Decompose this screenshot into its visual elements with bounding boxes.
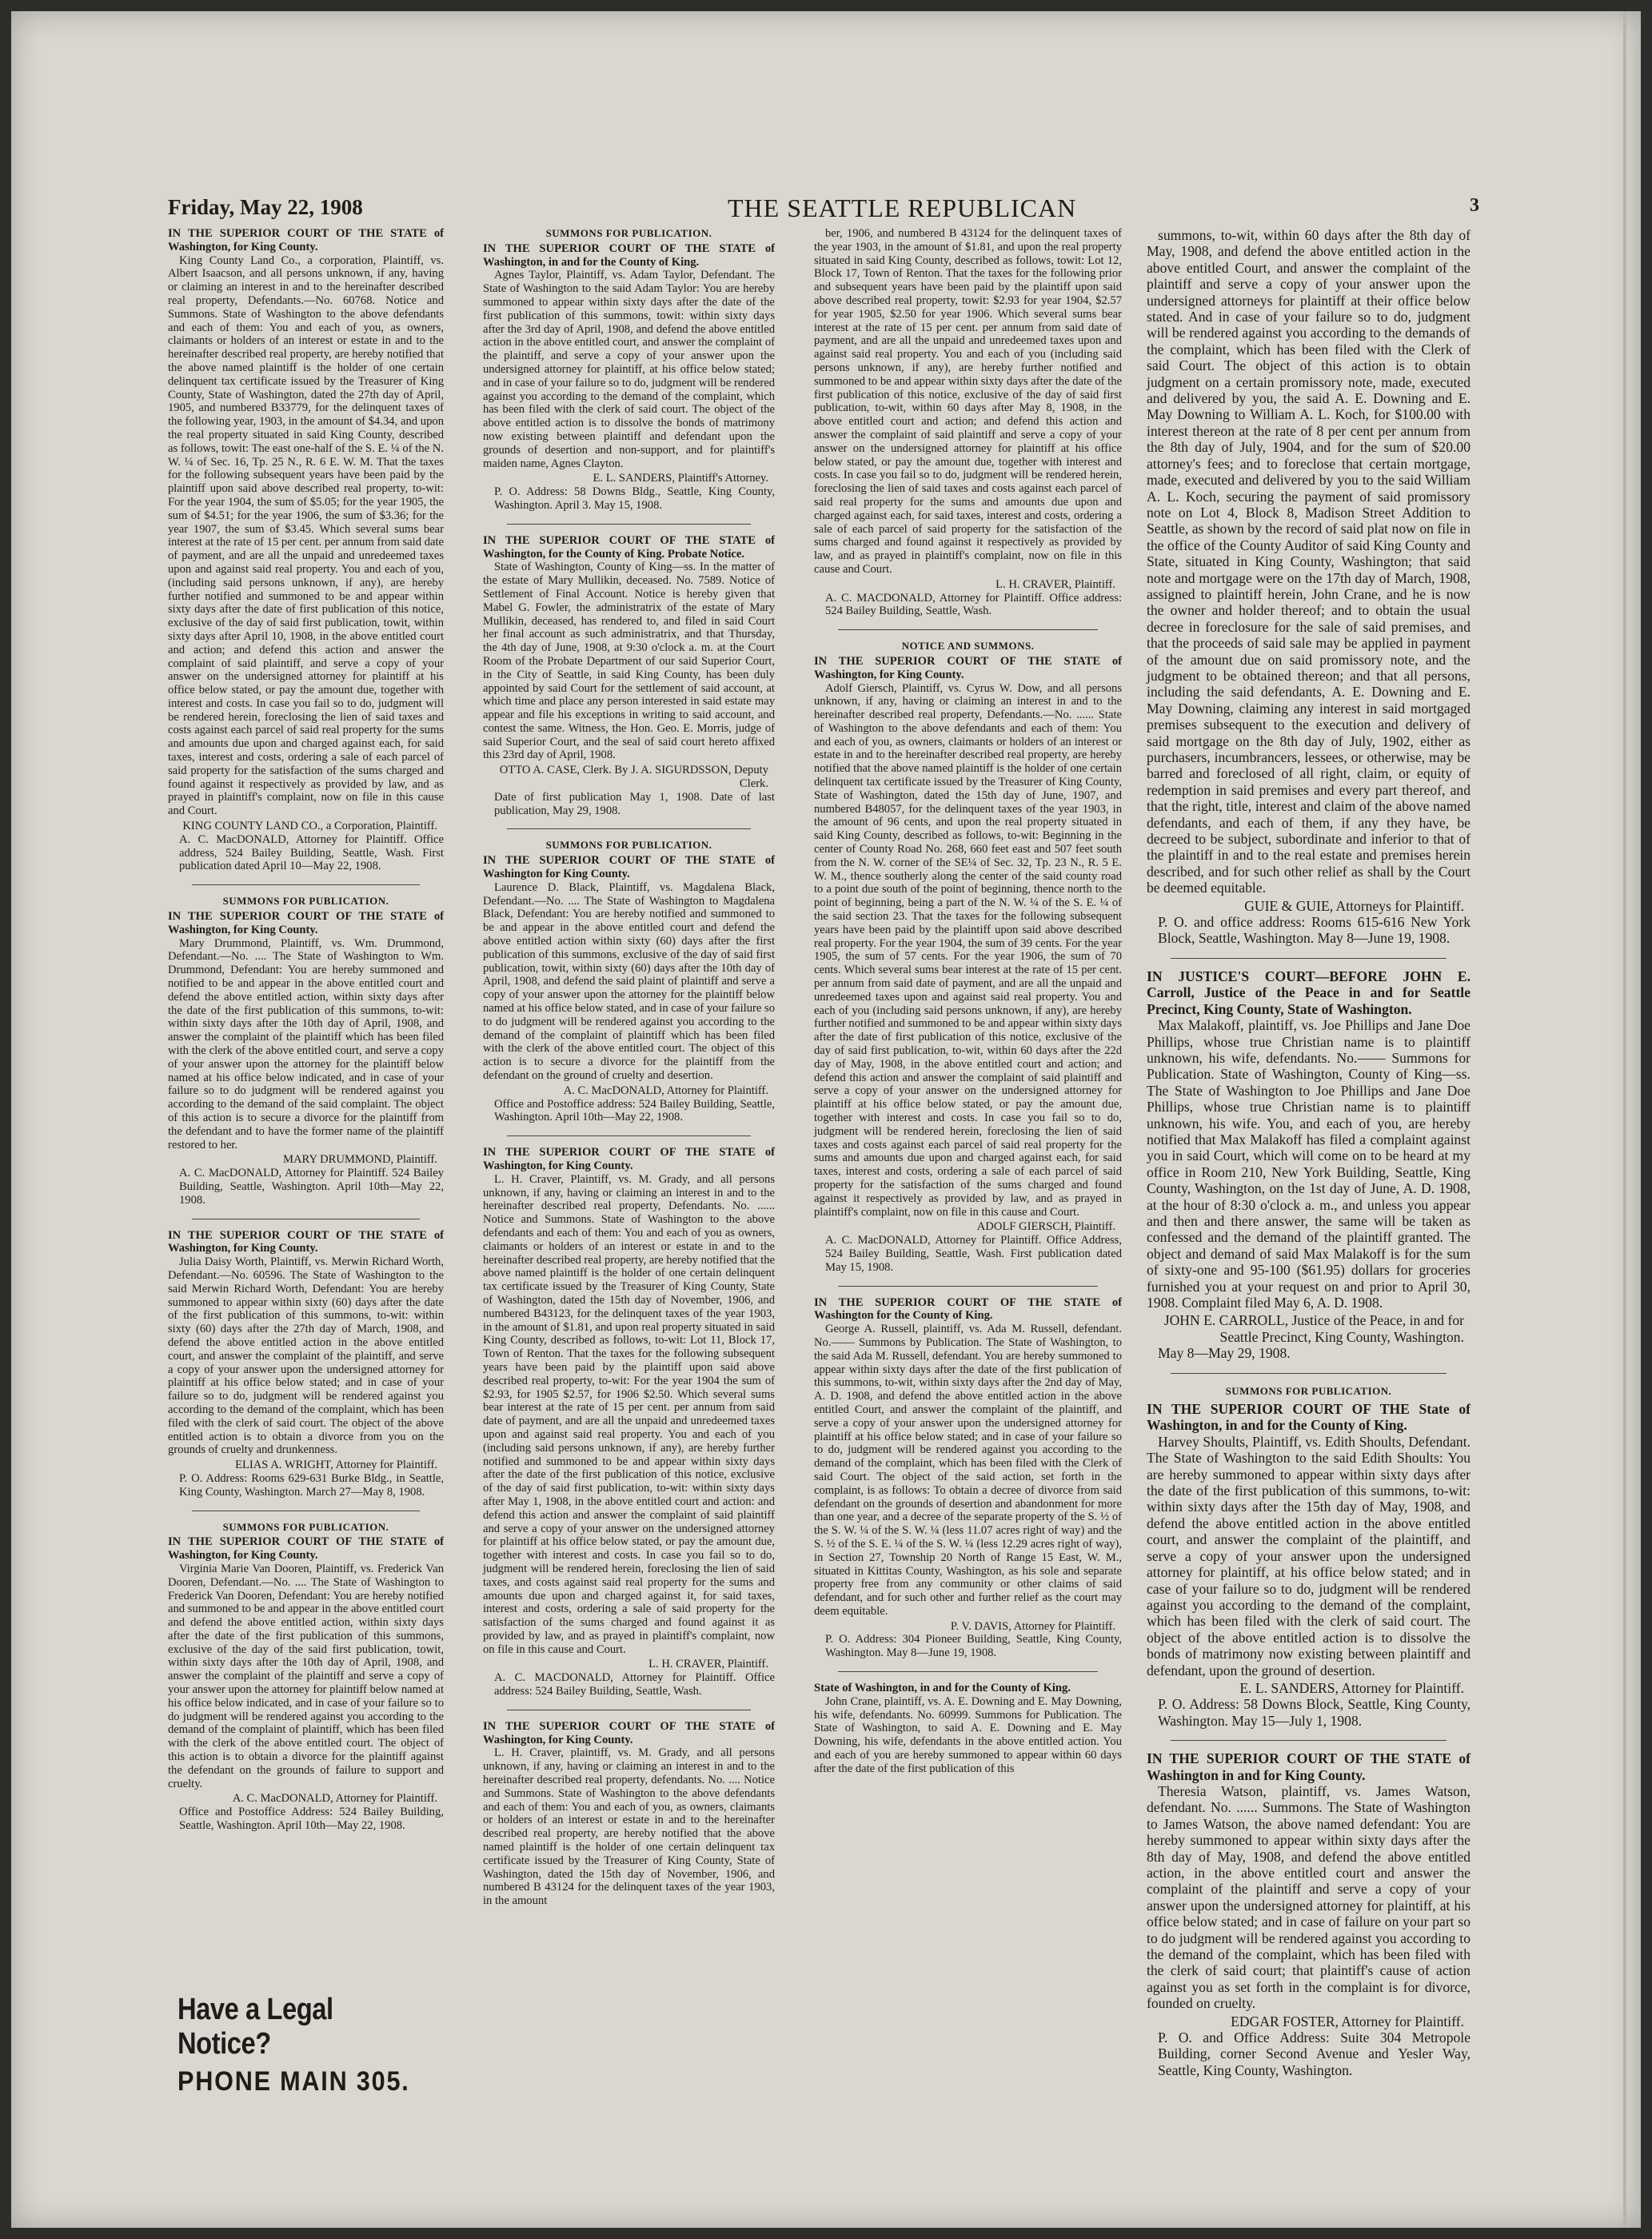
court-caption: IN THE SUPERIOR COURT OF THE STATE of Washington for the County of King. <box>814 1295 1122 1323</box>
attorney-info: A. C. MacDONALD, Attorney for Plaintiff. 524 Bailey Building, Seattle, Washington. April 10th—May 22, 1908. <box>179 1167 444 1207</box>
attorney-info: Date of first publication May 1, 1908. Date of last publication, May 29, 1908. <box>494 790 775 817</box>
attorney-info: P. O. Address: 58 Downs Block, Seattle, King County, Washington. May 15—July 1, 1908. <box>1158 1696 1470 1729</box>
notice-signature: E. L. SANDERS, Attorney for Plaintiff. <box>1239 1679 1464 1696</box>
court-caption: IN THE SUPERIOR COURT OF THE State of Washington, in and for the County of King. <box>1147 1401 1470 1434</box>
legal-notice <box>168 227 444 873</box>
court-caption: IN THE SUPERIOR COURT OF THE STATE of Washington, for King County. <box>168 1535 444 1563</box>
notice-body: Laurence D. Black, Plaintiff, vs. Magdalena Black, Defendant.—No. .... The State of Washington to Magdalena Black, Defendant: You are hereby notified and summoned to be and appear in the above entitled court and defend the above entitled action within sixty (60) days after the first publication of this summons, exclusive of the day of said first publication, towit, within sixty (60) days after the 10th day of April, 1908, and defend the said plaint of plaintiff and serve a copy of your answer upon the attorney for the plaintiff below named at his office below stated, and in case of your failure so to do judgment will be rendered against you according to the demand of the complaint of plaintiff which has been filed with the clerk of the above entitled court. The object of this action is to secure a divorce for the plaintiff from the defendant on the ground of cruelty and desertion. <box>483 880 775 1083</box>
court-caption: IN THE SUPERIOR COURT OF THE STATE of Washington, for the County of King. Probate Notice. <box>483 533 775 561</box>
column-2 <box>483 227 775 1913</box>
court-caption: IN THE SUPERIOR COURT OF THE STATE of Washington in and for King County. <box>1147 1750 1470 1783</box>
legal-notice <box>1147 968 1470 1362</box>
notice-signature: KING COUNTY LAND CO., a Corporation, Plaintiff. <box>182 820 437 833</box>
notice-heading: SUMMONS FOR PUBLICATION. <box>222 1520 389 1533</box>
notice-body: Julia Daisy Worth, Plaintiff, vs. Merwin Richard Worth, Defendant.—No. 60596. The State of Washington to the said Merwin Richard Worth, Defendant: You are hereby summoned to appear within sixty (60) days after the date of the first publication of this summons, to-wit: within sixty (60) days after the 27th day of March, 1908, and defend the above entitled action in the above entitled court, and answer the complaint of the plaintiff, and serve a copy of your answer upon the undersigned attorney for plaintiff at his office below stated; and in case of your failure so to do, judgment will be rendered against you according to the demand of the complaint, which has been filed with the clerk of said court. The object of the above entitled action is to obtain a divorce from you on the grounds of cruelty and drunkenness. <box>168 1255 444 1457</box>
notice-body: George A. Russell, plaintiff, vs. Ada M. Russell, defendant. No.—— Summons by Publication. The State of Washington, to the said Ada M. Russell, defendant. You are hereby summoned to appear within sixty days after the date of the first publication of this summons, to-wit, within sixty days after the 2nd day of May, A. D. 1908, and defend the above entitled action in the above entitled Court, and answer the complaint of the plaintiff, and serve a copy of your answer upon the undersigned attorney for plaintiff at his office below stated; and in case of your failure so to do, judgment will be rendered against you according to the demand of the complaint, which has been filed with the Clerk of said Court. The object of the said action, set forth in the complaint, is as follows: To obtain a decree of divorce from said defendant on the grounds of desertion and abandonment for more than one year, and a decree of the separate property of the S. ½ of the S. W. ¼ of the S. W. ¼ (less 11.07 acres right of way) and the S. ½ of the S. E. ¼ of the S. W. ¼ (less 12.29 acres right of way), in Section 27, Township 20 North of Range 15 East, W. M., situated in Kittitas County, Washington, as his sole and separate property free from any community or other claims of said defendant, and for such other and further relief as the court may deem equitable. <box>814 1323 1122 1618</box>
court-caption: IN THE SUPERIOR COURT OF THE STATE of Washington, in and for the County of King. <box>483 241 775 269</box>
notice-signature: E. L. SANDERS, Plaintiff's Attorney. <box>593 472 768 485</box>
notice-divider <box>507 828 751 829</box>
masthead <box>168 194 1479 225</box>
ad-phone: PHONE MAIN 305. <box>178 2066 410 2097</box>
column-1 <box>168 227 444 1838</box>
notice-signature: GUIE & GUIE, Attorneys for Plaintiff. <box>1244 897 1464 914</box>
page-edge <box>1623 11 1626 2228</box>
notice-body: ber, 1906, and numbered B 43124 for the delinquent taxes of the year 1903, in the amount of $1.81, and upon the real property situated in said King County, described as follows, towit: Lot 12, Block 17, Town of Renton. That the taxes for the following prior and subsequent years have been paid by the plaintiff upon said above described real property, towit: $2.93 for year 1904, $2.57 for year 1905, $2.50 for year 1906. Which several sums bear interest at the rate of 15 per cent. per annum from said date of payment, and are all the unpaid and unredeemed taxes upon and against said real property. You and each of you (including said persons unknown, if any), are hereby further notified and summoned to be and appear within sixty days after the date of the first publication of this notice, exclusive of the day of said first publication, to-wit, within 60 days after May 8, 1908, in the above entitled court and action; and defend this action and answer the complaint of said plaintiff and serve a copy of your answer on the undersigned attorney for plaintiff at his office below stated, or pay the amount due, together with interest and costs. In case you fail so to do, judgment will be rendered herein, foreclosing the lien of said taxes and costs against each parcel of said real property for the sums and amounts due upon and charged against each, for said taxes, interest and costs, ordering a sale of each parcel of said property for the satisfaction of the sums charged and found against it respectively as provided by law, and as prayed in plaintiff's complaint, now on file in this cause and Court. <box>814 227 1122 576</box>
notice-body: Virginia Marie Van Dooren, Plaintiff, vs. Frederick Van Dooren, Defendant.—No. .... The State of Washington to Frederick Van Dooren, Defendant: You are hereby notified and summoned to be and appear in the above entitled court and defend the above entitled action, within sixty days after the date of the first publication of this summons, exclusive of the day of the said first publication, towit, within sixty days after the 10th day of April, 1908, and answer the complaint of the plaintiff and serve a copy of your answer upon the attorney for plaintiff below named at his office below indicated, and in case of your failure so to do judgment will be rendered against you according to the demand of the complaint of plaintiff, which has been filed with the clerk of the above entitled court. The object of this action is to obtain a divorce for the plaintiff against the defendant on the grounds of failure to support and cruelty. <box>168 1562 444 1790</box>
notice-divider <box>838 1671 1098 1672</box>
notice-divider <box>192 884 420 885</box>
notice-signature: L. H. CRAVER, Plaintiff. <box>996 577 1115 591</box>
notice-body: Theresia Watson, plaintiff, vs. James Watson, defendant. No. ...... Summons. The State of Washington to James Watson, the above named defendant: You are hereby summoned to appear within sixty days after the 8th day of May, 1908, and defend the above entitled action, in the above entitled court and answer the complaint of the plaintiff and serve a copy of your answer upon the undersigned attorney for plaintiff, at his office below stated; and in case of failure on your part so to do judgment will be rendered against you according to the demand of the complaint, which has been filed with the clerk of said court; that plaintiff's cause of action against you as set forth in the complaint is for divorce, founded on cruelty. <box>1147 1782 1470 2012</box>
notice-body: John Crane, plaintiff, vs. A. E. Downing and E. May Downing, his wife, defendants. No. 60999. Summons for Publication. The State of Washington, to said A. E. Downing and E. May Downing, his wife, defendants in the above entitled action. You and each of you are hereby summoned to appear within 60 days after the date of the first publication of this <box>814 1694 1122 1775</box>
attorney-info: Office and Postoffice address: 524 Bailey Building, Seattle, Washington. April 10th—May 22, 1908. <box>494 1097 775 1124</box>
notice-body: L. H. Craver, plaintiff, vs. M. Grady, and all persons unknown, if any, having or claiming an interest in and to the hereinafter described real property, defendants. No. .... Notice and Summons. State of Washington to the above defendants and each of them: You and each of you, as owners, claimants or holders of an interest or estate in and to the hereinafter described real property, are hereby notified that the above named plaintiff is the holder of one certain delinquent tax certificate issued by the Treasurer of King County, State of Washington, dated the 15th day of November, 1906, and numbered B 43124 for the delinquent taxes of the year 1903, in the amount <box>483 1746 775 1908</box>
attorney-info: P. O. Address: Rooms 629-631 Burke Bldg., in Seattle, King County, Washington. March 27—May 8, 1908. <box>179 1471 444 1499</box>
attorney-info: May 8—May 29, 1908. <box>1158 1345 1291 1362</box>
notice-body: Agnes Taylor, Plaintiff, vs. Adam Taylor, Defendant. The State of Washington to the said Adam Taylor: You are hereby summoned to appear within sixty days after the date of the first publication of this summons, towit: within sixty days after the 3rd day of April, 1908, and defend the above entitled action in the above entitled court, and answer the complaint of the plaintiff, and serve a copy of your answer upon the undersigned attorney for plaintiff, at his office below stated; and in case of your failure so to do, judgment will be rendered against you according to the demand of the complaint, which has been filed with the clerk of said court. The object of the above entitled action is to dissolve the bonds of matrimony now existing between plaintiff and defendant upon the grounds of desertion and non-support, and for plaintiff's maiden name, Agnes Clayton. <box>483 269 775 470</box>
attorney-info: P. O. and office address: Rooms 615-616 New York Block, Seattle, Washington. May 8—June 19, 1908. <box>1158 914 1470 947</box>
attorney-info: A. C. MacDONALD, Attorney for Plaintiff. Office address, 524 Bailey Building, Seattle, Wash. First publication dated April 10—May 22, 1908. <box>179 832 444 873</box>
legal-notice <box>814 1682 1122 1776</box>
notice-divider <box>507 1135 751 1136</box>
notice-divider <box>838 1286 1098 1287</box>
notice-signature: L. H. CRAVER, Plaintiff. <box>648 1658 768 1671</box>
court-caption: State of Washington, in and for the County of King. <box>814 1682 1071 1695</box>
notice-signature: P. V. DAVIS, Attorney for Plaintiff. <box>950 1619 1115 1633</box>
court-caption: IN THE SUPERIOR COURT OF THE STATE of Washington, for King County. <box>483 1146 775 1172</box>
legal-notice <box>1147 1383 1470 1730</box>
notice-body: Harvey Shoults, Plaintiff, vs. Edith Shoults, Defendant. The State of Washington to the said Edith Shoults: You are hereby summoned to appear within sixty days after the date of the first publication of this summons, to-wit: within sixty days after the 15th day of May, 1908, and defend the above entitled action in the above entitled court, and answer the complaint of the plaintiff, and serve a copy of your answer upon the undersigned attorney for plaintiff, at his office below stated; and in case of your failure so to do, judgment will be rendered against you according to the demand of the complaint, which has been filed with the clerk of said court. The object of the above entitled action is to dissolve the bonds of matrimony now existing between plaintiff and defendant, upon the ground of desertion. <box>1147 1433 1470 1678</box>
notice-divider <box>507 524 751 525</box>
legal-notice <box>814 640 1122 1274</box>
notice-body: Adolf Giersch, Plaintiff, vs. Cyrus W. Dow, and all persons unknown, if any, having or claiming an interest in and to the hereinafter described real property, Defendants.—No. ...... State of Washington to the above defendants and each of them: You and each of you, as owners, claimants or holders of an interest or estate in and to the hereinafter described real property, are hereby notified that the above named plaintiff is the holder of one certain delinquent tax certificate issued by the Treasurer of King County, State of Washington, dated the 15th day of June, 1907, and numbered B48057, for the delinquent taxes of the year 1903, in the amount of 96 cents, and upon the real property situated in said King County, described as follows, to-wit: Beginning in the center of County Road No. 268, 660 feet east and 507 feet south from the N. W. corner of the SE¼ of Sec. 32, Tp. 23 N., R. 5 E. W. M., thence southerly along the center of the said county road to a point due south of the point of beginning, thence north to the point of beginning, being a part of the N. W. ¼ of the S. E. ¼ of the said section 23. That the taxes for the following subsequent years have been paid by the plaintiff upon said above described real property. For the year 1904, the sum of 39 cents. For the year 1905, the sum of 57 cents. For the year 1906, the sum of 70 cents. Which several sums bear interest at the rate of 15 per cent. per annum from said date of payment, and are all the unpaid and unredeemed taxes upon and against said real property. You and each of you (including said persons unknown, if any), are hereby further notified and summoned to be and appear within sixty days after the date of first publication of this notice, exclusive of the day of said first publication, to-wit, within 60 days after the 22d day of May, 1908, in the above entitled court and action; and defend this action and answer the complaint of said plaintiff and serve a copy of your answer on the undersigned attorney for plaintiff at his office below stated, or pay the amount due, together with interest and costs. In case you fail so to do, judgment will be rendered herein, foreclosing the lien of said taxes and costs against each parcel of said real property for the sums and amounts due upon and charged against each, for said taxes, interest and costs, ordering a sale of each parcel of said property for the satisfaction of the sums charged and found against it respectively as provided by law, and as prayed in plaintiff's complaint, now on file in this cause and Court. <box>814 681 1122 1219</box>
legal-notice <box>483 1720 775 1908</box>
attorney-info: A. C. MacDONALD, Attorney for Plaintiff. Office Address, 524 Bailey Building, Seattle, Wash. First publication dated May 15, 1908. <box>825 1234 1122 1274</box>
notice-heading: SUMMONS FOR PUBLICATION. <box>545 227 712 239</box>
notice-body: State of Washington, County of King—ss. In the matter of the estate of Mary Mullikin, deceased. No. 7589. Notice of Settlement of Final Account. Notice is hereby given that Mabel G. Fowler, the administratrix of the estate of Mary Mullikin, deceased, has rendered to, and filed in said Court her final account as such administratrix, and that Thursday, the 4th day of June, 1908, at 9:30 o'clock a. m. at the Court Room of the Probate Department of our said Superior Court, in the City of Seattle, in said King County, has been duly appointed by said Court for the settlement of said account, at which time and place any person interested in said estate may appear and file his exceptions in writing to said account, and contest the same. Witness, the Hon. Geo. E. Morris, judge of said Superior Court, and the seal of said court hereto affixed this 23rd day of April, 1908. <box>483 561 775 762</box>
legal-notice <box>1147 227 1470 947</box>
notice-body: summons, to-wit, within 60 days after the 8th day of May, 1908, and defend the above entitled action in the above entitled Court, and answer the complaint of the plaintiff and serve a copy of your answer upon the undersigned attorneys for plaintiff at their office below stated. And in case of your failure so to do, judgment will be rendered against you according to the demands of the complaint, which has been filed with the Clerk of said Court. The object of this action is to obtain judgment on a certain promissory note, made, executed and delivered by you, the said A. E. Downing and E. May Downing to William A. L. Koch, for $100.00 with interest thereon at the rate of 8 per cent per annum from the 8th day of July, 1904, and for the sum of $20.00 attorney's fees; and to foreclose that certain mortgage, made, executed and delivered by you to the said William A. L. Koch, securing the payment of said promissory note on Lot 4, Block 8, Madison Street Addition to Seattle, as shown by the record of said plat now on file in the office of the County Auditor of said King County and State, situated in King County, Washington; that said note and mortgage were on the 17th day of March, 1908, assigned to plaintiff herein, John Crane, and he is now the owner and holder thereof; and to obtain the usual decree in foreclosure for the sale of said premises, and that the proceeds of said sale may be applied in payment of the amount due on said promissory note, and the judgment to be obtained thereon; and that all persons, including the said defendants, A. E. Downing and E. May Downing, claiming any interest in said mortgaged premises subsequent to the execution and delivery of said mortgage on the 8th day of July, 1902, either as purchasers, incumbrancers, lessees, or otherwise, may be barred and foreclosed of all right, claim, or equity of redemption in said premises and every part thereof, and that the right, title, interest and claim of the above named defendants, and each of them, if any they have, be decreed to be subject, subordinate and inferior to that of the plaintiff in and to the real estate and premises herein described, and for such other relief as shall by the Court be deemed equitable. <box>1147 227 1470 896</box>
notice-divider <box>1171 958 1446 959</box>
column-3 <box>814 227 1122 1781</box>
court-caption: IN THE SUPERIOR COURT OF THE STATE of Washington, for King County. <box>168 910 444 936</box>
court-caption: IN JUSTICE'S COURT—BEFORE JOHN E. Carroll, Justice of the Peace in and for Seattle Precinct, King County, State of Washington. <box>1147 968 1470 1017</box>
legal-notice <box>483 839 775 1124</box>
legal-notice <box>483 534 775 818</box>
legal-notice <box>168 895 444 1207</box>
court-caption: IN THE SUPERIOR COURT OF THE STATE of Washington for King County. <box>483 854 775 881</box>
attorney-info: P. O. and Office Address: Suite 304 Metropole Building, corner Second Avenue and Yesler Way, Seattle, King County, Washington. <box>1158 2029 1470 2078</box>
issue-date: Friday, May 22, 1908 <box>168 195 363 219</box>
notice-heading: SUMMONS FOR PUBLICATION. <box>545 839 712 852</box>
newspaper-title: THE SEATTLE REPUBLICAN <box>728 194 1077 222</box>
legal-notice <box>814 1296 1122 1661</box>
court-caption: IN THE SUPERIOR COURT OF THE STATE of Washington, for King County. <box>168 1228 444 1255</box>
notice-signature: OTTO A. CASE, Clerk. By J. A. SIGURDSSON, Deputy Clerk. <box>499 764 768 791</box>
attorney-info: P. O. Address: 58 Downs Bldg., Seattle, King County, Washington. April 3. May 15, 1908. <box>494 485 775 512</box>
legal-notice <box>168 1229 444 1499</box>
column-4 <box>1147 227 1470 2083</box>
notice-signature: A. C. MacDONALD, Attorney for Plaintiff. <box>232 1792 437 1806</box>
legal-notice <box>814 227 1122 618</box>
notice-signature: ELIAS A. WRIGHT, Attorney for Plaintiff. <box>235 1459 437 1472</box>
notice-signature: A. C. MacDONALD, Attorney for Plaintiff. <box>563 1084 768 1097</box>
notice-divider <box>1171 1373 1446 1374</box>
legal-notice-advertisement <box>178 1993 457 2097</box>
notice-body: L. H. Craver, Plaintiff, vs. M. Grady, and all persons unknown, if any, having or claiming an interest in and to the hereinafter described real property, Defendants. No. ...... Notice and Summons. State of Washington to the above defendants and each of them: You and each of you as owners, claimants or holders of an interest or estate in and to the hereinafter described real property, are hereby notified that the above named plaintiff is the holder of one certain delinquent tax certificate issued by the Treasurer of King County, State of Washington, dated the 15th day of November, 1906, and numbered B43123, for the delinquent taxes of the year 1903, in the amount of $1.81, and upon real property situated in said King County, described as follows, to-wit: Lot 11, Block 17, Town of Renton. That the taxes for the following subsequent years have been paid by the plaintiff upon said above described real property, to-wit: For the year 1904 the sum of $2.93, for 1905 $2.57, for 1906 $2.50. Which several sums bear interest at the rate of 15 per cent. per annum from said date of payment, and are all the unpaid and unredeemed taxes upon and against said real property. You and each of you (including said persons unknown, if any), are hereby further notified and summoned to be and appear within sixty days after the date of the first publication of this notice, exclusive of the day of said first publication, to-wit: within sixty days after May 1, 1908, in the above entitled court and action: and defend this action and answer the complaint of said plaintiff and serve a copy of your answer on the undersigned attorney for plaintiff at his office below stated, or pay the amount due, together with interest and costs. In case you fail so to do, judgment will be rendered herein, foreclosing the lien of said taxes, and costs against said real property for the sums and amounts due upon and charged against it, for said taxes, interest and costs, ordering a sale of said property for the satisfaction of the sums charged and found against it as provided by law, and as prayed in plaintiff's complaint, now on file in this cause and Court. <box>483 1172 775 1656</box>
legal-notice <box>1147 1750 1470 2078</box>
attorney-info: A. C. MACDONALD, Attorney for Plaintiff. Office address: 524 Bailey Building, Seattle, Wash. <box>825 591 1122 618</box>
page-number: 3 <box>1470 195 1479 216</box>
notice-body: Mary Drummond, Plaintiff, vs. Wm. Drummond, Defendant.—No. .... The State of Washington to Wm. Drummond, Defendant: You are hereby summoned and notified to be and appear in the above entitled court and defend the above entitled action, within sixty days after the date of the first publication of this summons, to-wit: within sixty days after the 10th day of April, 1908, and answer the complaint of the plaintiff which has been filed with the clerk of the above entitled court, and serve a copy of your answer upon the attorney for the plaintiff below named at his office below indicated, and in case of your failure so to do judgment will be rendered against you according to the demand of the said complaint. The object of this action is to secure a divorce for the plaintiff from the defendant and to have the former name of the plaintiff restored to her. <box>168 936 444 1151</box>
court-caption: IN THE SUPERIOR COURT OF THE STATE of Washington, for King County. <box>168 227 444 253</box>
attorney-info: P. O. Address: 304 Pioneer Building, Seattle, King County, Washington. May 8—June 19, 1908. <box>825 1633 1122 1660</box>
legal-notice <box>483 227 775 513</box>
ad-headline: Have a Legal Notice? <box>178 1993 333 2061</box>
notice-signature: ADOLF GIERSCH, Plaintiff. <box>976 1220 1115 1234</box>
court-caption: IN THE SUPERIOR COURT OF THE STATE of Washington, for King County. <box>814 654 1122 681</box>
attorney-info: Office and Postoffice Address: 524 Bailey Building, Seattle, Washington. April 10th—May 22, 1908. <box>179 1806 444 1833</box>
attorney-info: A. C. MACDONALD, Attorney for Plaintiff. Office address: 524 Bailey Building, Seattle, Wash. <box>494 1671 775 1698</box>
notice-signature: JOHN E. CARROLL, Justice of the Peace, in and for Seattle Precinct, King County, Washington. <box>1163 1312 1464 1345</box>
court-caption: IN THE SUPERIOR COURT OF THE STATE of Washington, for King County. <box>483 1719 775 1746</box>
notice-heading: SUMMONS FOR PUBLICATION. <box>1225 1384 1392 1397</box>
notice-body: King County Land Co., a corporation, Plaintiff, vs. Albert Isaacson, and all persons unknown, if any, having or claiming an interest in and to the hereinafter described real property, Defendants.—No. 60768. Notice and Summons. State of Washington to the above defendants and each of them: You and each of you, as owners, claimants or holders of an interest or estate in and to the hereinafter described real property, are hereby notified that the above named plaintiff is the holder of one certain delinquent tax certificate issued by the Treasurer of King County, State of Washington, dated the 27th day of April, 1905, and numbered B33779, for the delinquent taxes of the following year, 1903, in the amount of $4.34, and upon the real property situated in said King County, described as follows, towit: The east one-half of the S. E. ¼ of the N. W. ¼ of Sec. 16, Tp. 25 N., R. 6 E. W. M. That the taxes for the following subsequent years have been paid by the plaintiff upon said above described real property, to-wit: For the year 1904, the sum of $5.05; for the year 1905, the sum of $4.51; for the year 1906, the sum of $3.36; for the year 1907, the sum of $3.45. Which several sums bear interest at the rate of 15 per cent. per annum from said date of payment, and are all the unpaid and unredeemed taxes upon and against said real property. You and each of you, (including said persons unknown, if any), are hereby further notified and summoned to be and appear within sixty days after the date of first publication of this notice, exclusive of the day of said first publication, towit, within sixty days after April 10, 1908, in the above entitled court and action; and defend this action and answer the complaint of said plaintiff, and serve a copy of your answer on the undersigned attorney for plaintiff at his office below stated, or pay the amount due, together with interest and costs. In case you fail so to do, judgment will be rendered herein, foreclosing the lien of said taxes and costs against each parcel of said real property for the sums and amounts due upon and charged against each, for said taxes, interest and costs, ordering a sale of each parcel of said property for the satisfaction of the sums charged and found against it respectively as provided by law, and as prayed in plaintiff's complaint, now on file in this cause and Court. <box>168 253 444 818</box>
notice-heading: SUMMONS FOR PUBLICATION. <box>222 895 389 908</box>
notice-divider <box>838 629 1098 630</box>
notice-heading: NOTICE AND SUMMONS. <box>901 640 1035 653</box>
notice-signature: MARY DRUMMOND, Plaintiff. <box>283 1153 437 1167</box>
notice-signature: EDGAR FOSTER, Attorney for Plaintiff. <box>1231 2013 1464 2029</box>
newspaper-page <box>11 11 1641 2228</box>
legal-notice <box>483 1146 775 1698</box>
notice-divider <box>1171 1740 1446 1741</box>
legal-notice <box>168 1521 444 1833</box>
notice-body: Max Malakoff, plaintiff, vs. Joe Phillips and Jane Doe Phillips, whose true Christian name is to plaintiff unknown, his wife, defendants. No.—— Summons for Publication. State of Washington, County of King—ss. The State of Washington to Joe Phillips and Jane Doe Phillips, whose true Christian name is to plaintiff unknown, his wife. You, and each of you, are hereby notified that Max Malakoff has filed a complaint against you in said Court, which will come on to be heard at my office in Room 210, New York Building, Seattle, King County, Washington, on the 1st day of June, A. D. 1908, at the hour of 8:30 o'clock a. m., and unless you appear and then and there answer, the same will be taken as confessed and the demand of the plaintiff granted. The object and demand of said Max Malakoff is for the sum of sixty-one and 95-100 ($61.95) dollars for groceries furnished you at your request on and prior to April 30, 1908. Complaint filed May 6, A. D. 1908. <box>1147 1017 1470 1311</box>
